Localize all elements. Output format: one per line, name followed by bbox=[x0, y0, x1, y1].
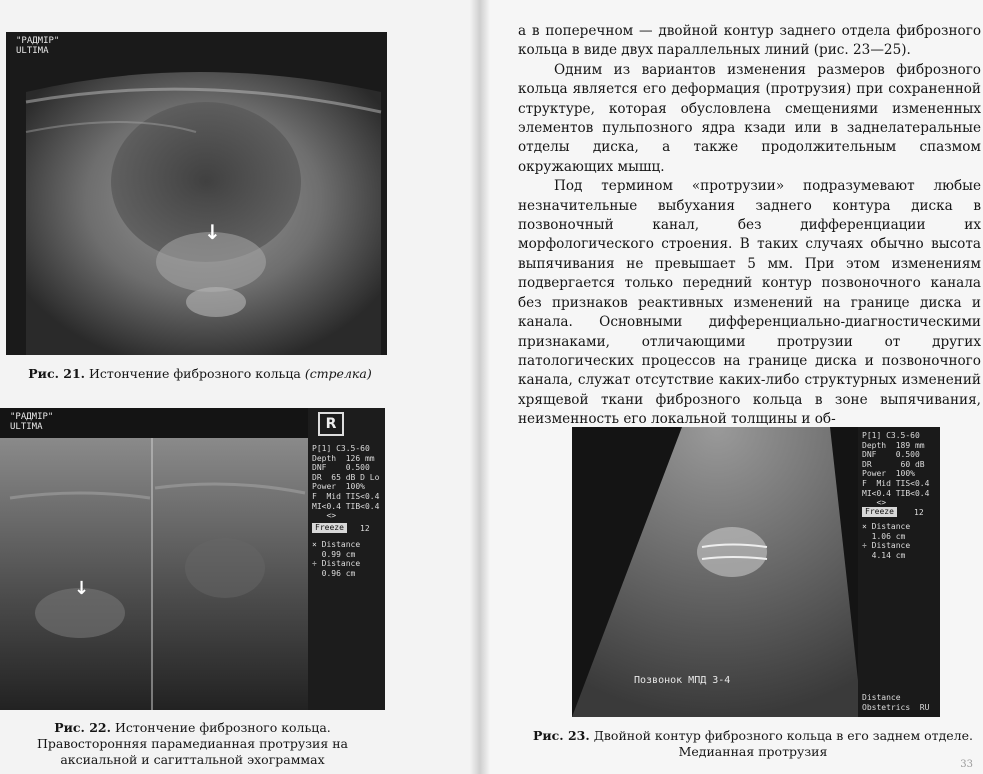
figure-21-caption-label: Рис. 21. bbox=[28, 366, 86, 381]
figure-23-measurements: × Distance 1.06 cm ÷ Distance 4.14 cm bbox=[862, 522, 911, 560]
figure-22-header: "РАДМІР" ULTIMA bbox=[10, 412, 54, 432]
figure-21-arrow: ↓ bbox=[204, 220, 221, 244]
figure-22-caption-text: Истончение фиброзного кольца. Правосторонняя парамедианная протрузия на аксиальной и сагиттальной эхограммах bbox=[36, 720, 349, 767]
figure-22-freeze: Freeze bbox=[312, 523, 347, 533]
figure-22-params: P[1] C3.5-60 Depth 126 mm DNF 0.500 DR 65 dB D Lo Power 100% F Mid TIS<0.4 MI<0.4 TIB<0.4 <> bbox=[312, 444, 380, 521]
figure-23-ultrasound bbox=[572, 427, 940, 717]
paragraph-2: Одним из вариантов изменения размеров фиброзного кольца является его деформация (протрузия) при сохраненной структуре, которая обусловлена смещениями измененных элементов пульпозного ядра кзади или в заднелатеральные отделы диска, а также продолжительным спазмом окружающих мышц. bbox=[518, 61, 981, 175]
figure-21-caption-text: Истончение фиброзного кольца bbox=[89, 366, 301, 381]
figure-21-caption-note: (стрелка) bbox=[304, 366, 372, 381]
figure-21-ultrasound bbox=[6, 32, 387, 355]
paragraph-3: Под термином «протрузии» подразумевают любые незначительные выбухания заднего контура диска в позвоночный канал, без дифференциации их морфологического строения. В таких случаях обычно высота выпячивания не превышает 5 мм. При этом изменениям подвергается только передний контур позвоночного канала без признаков реактивных изменений на границе диска и канала. Основными дифференциально-диагностическими признаками, отличающими протрузии от других патологических процессов на границе диска и позвоночного канала, служат отсутствие каких-либо структурных изменений хрящевой ткани фиброзного кольца в зоне выпячивания, неизменность его локальной толщины и об- bbox=[518, 178, 981, 428]
figure-22-logo: R bbox=[318, 412, 344, 436]
figure-23-freeze-number: 12 bbox=[914, 508, 924, 517]
figure-21-caption bbox=[10, 366, 390, 382]
figure-23-freeze: Freeze bbox=[862, 507, 897, 517]
figure-21-header: "РАДМІР" ULTIMA bbox=[16, 36, 60, 56]
figure-22-ultrasound bbox=[0, 408, 385, 710]
book-gutter bbox=[470, 0, 490, 774]
figure-23-label: Позвонок МПД 3-4 bbox=[634, 675, 731, 686]
body-text bbox=[518, 22, 981, 430]
figure-21-image bbox=[6, 32, 387, 355]
figure-22-measurements: × Distance 0.99 cm ÷ Distance 0.96 cm bbox=[312, 540, 361, 578]
figure-23-caption-text: Двойной контур фиброзного кольца в его заднем отделе. Медианная протрузия bbox=[593, 728, 973, 759]
figure-23-caption-label: Рис. 23. bbox=[533, 728, 590, 743]
paragraph-1: а в поперечном — двойной контур заднего отдела фиброзного кольца в виде двух параллельных линий (рис. 23—25). bbox=[518, 23, 981, 59]
figure-23-caption bbox=[528, 728, 978, 760]
figure-22-freeze-number: 12 bbox=[360, 524, 370, 533]
figure-22-caption bbox=[0, 720, 385, 768]
page-number: 33 bbox=[960, 759, 973, 770]
figure-23-footer: Distance Obstetrics RU bbox=[862, 693, 930, 712]
figure-22-caption-label: Рис. 22. bbox=[54, 720, 111, 735]
figure-23-params: P[1] C3.5-60 Depth 189 mm DNF 0.500 DR 60 dB Power 100% F Mid TIS<0.4 MI<0.4 TIB<0.4 <> bbox=[862, 431, 930, 508]
figure-22-arrow: ↓ bbox=[74, 578, 90, 599]
